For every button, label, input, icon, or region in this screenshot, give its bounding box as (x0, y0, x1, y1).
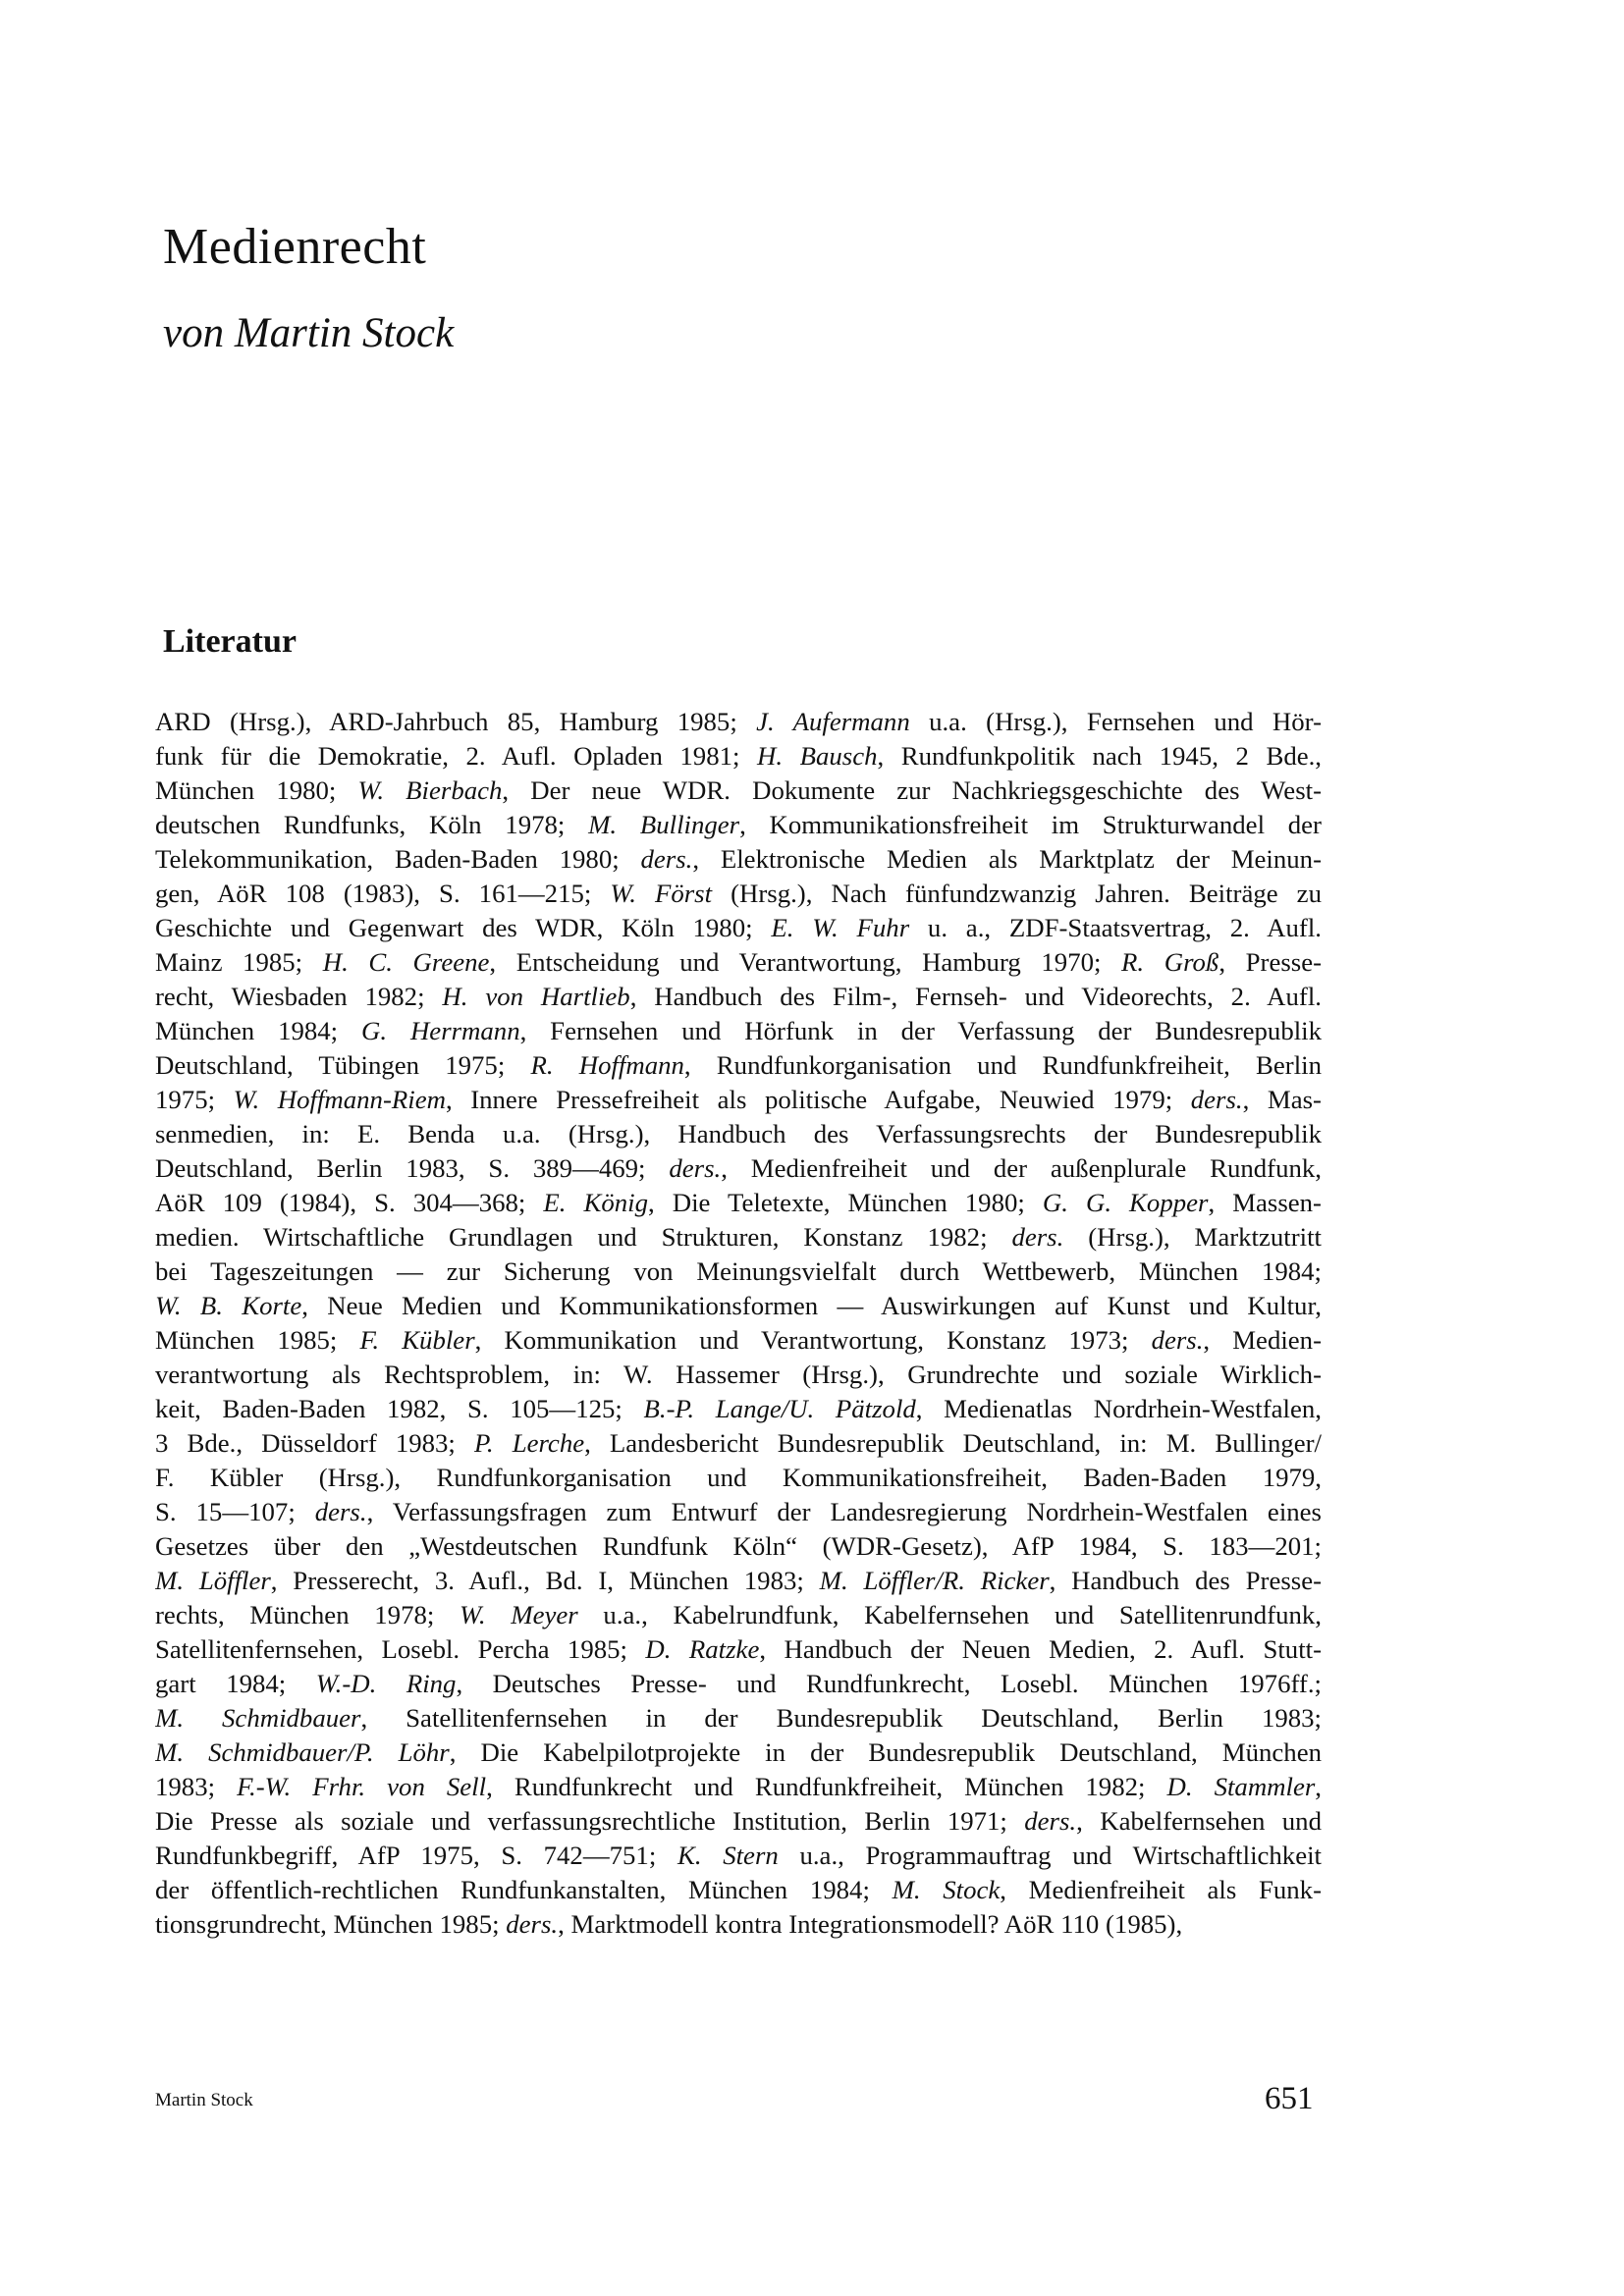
citation-text: gart 1984; (155, 1669, 316, 1698)
author-name: J. Aufermann (756, 707, 910, 736)
bibliography-line (155, 739, 1322, 774)
bibliography-line (155, 945, 1322, 980)
author-name: M. Löffler/R. Ricker (819, 1566, 1050, 1595)
bibliography-line (155, 1048, 1322, 1083)
author-name: ders. (669, 1153, 722, 1183)
author-name: H. Bausch (757, 741, 878, 771)
author-name: W. B. Korte (155, 1291, 302, 1320)
citation-text: , Massen- (1208, 1188, 1322, 1217)
citation-text: , Medienatlas Nordrhein-Westfalen, (915, 1394, 1322, 1423)
bibliography-line (155, 1083, 1322, 1117)
author-name: E. König (543, 1188, 649, 1217)
author-name: E. W. Fuhr (771, 913, 910, 942)
author-name: W.-D. Ring (315, 1669, 457, 1698)
author-name: ders. (1190, 1085, 1243, 1114)
citation-text: , Rundfunkpolitik nach 1945, 2 Bde., (877, 741, 1322, 771)
citation-text: keit, Baden-Baden 1982, S. 105—125; (155, 1394, 644, 1423)
citation-text: , Handbuch des Presse- (1049, 1566, 1322, 1595)
section-heading: Literatur (163, 623, 297, 660)
bibliography-line (155, 808, 1322, 842)
bibliography-line (155, 1804, 1322, 1839)
citation-text: , Mas- (1242, 1085, 1322, 1114)
bibliography-line (155, 877, 1322, 911)
bibliography-line (155, 1220, 1322, 1255)
author-name: M. Schmidbauer (155, 1703, 361, 1733)
bibliography-line (155, 1770, 1322, 1804)
bibliography-line (155, 1186, 1322, 1220)
citation-text: , Presserecht, 3. Aufl., Bd. I, München 1983; (270, 1566, 820, 1595)
author-name: H. C. Greene (322, 947, 490, 977)
author-name: M. Bullinger (588, 810, 740, 839)
citation-text: rechts, München 1978; (155, 1600, 460, 1629)
citation-text: u.a., Kabelrundfunk, Kabelfernsehen und Satellitenrundfunk, (577, 1600, 1322, 1629)
page-title: Medienrecht (163, 219, 427, 275)
bibliography-line (155, 1701, 1322, 1735)
bibliography-line (155, 980, 1322, 1014)
bibliography-line (155, 1014, 1322, 1048)
citation-text: ARD (Hrsg.), ARD-Jahrbuch 85, Hamburg 1985; (155, 707, 757, 736)
citation-text: senmedien, in: E. Benda u.a. (Hrsg.), Handbuch des Verfassungsrechts der Bundesrepublik (155, 1119, 1322, 1148)
citation-text: , Kabelfernsehen und (1076, 1806, 1322, 1836)
citation-text: , Die Kabelpilotprojekte in der Bundesrepublik Deutschland, München (449, 1737, 1322, 1767)
citation-text: , Die Teletexte, München 1980; (648, 1188, 1043, 1217)
author-name: ders. (1024, 1806, 1077, 1836)
citation-text: , Handbuch des Film-, Fernseh- und Videorechts, 2. Aufl. (629, 982, 1322, 1011)
bibliography-line (155, 1632, 1322, 1667)
citation-text: , Elektronische Medien als Marktplatz der Meinun- (692, 844, 1322, 874)
footer-author: Martin Stock (155, 2090, 253, 2110)
author-name: H. von Hartlieb (442, 982, 630, 1011)
author-name: G. Herrmann (361, 1016, 520, 1045)
bibliography-line (155, 1289, 1322, 1323)
author-name: M. Stock (892, 1875, 1001, 1904)
citation-text: , Landesbericht Bundesrepublik Deutschland, in: M. Bullinger/ (584, 1428, 1322, 1458)
author-line: von Martin Stock (163, 310, 455, 356)
bibliography-line (155, 1392, 1322, 1426)
citation-text: , Handbuch der Neuen Medien, 2. Aufl. Stutt- (759, 1634, 1322, 1664)
bibliography-line (155, 1117, 1322, 1151)
author-name: G. G. Kopper (1042, 1188, 1209, 1217)
page-number: 651 (1265, 2081, 1314, 2116)
author-name: D. Stammler (1166, 1772, 1316, 1801)
author-name: ders. (314, 1497, 367, 1526)
author-name: W. Hoffmann-Riem (233, 1085, 446, 1114)
citation-text: F. Kübler (Hrsg.), Rundfunkorganisation und Kommunikationsfreiheit, Baden-Baden 1979, (155, 1463, 1322, 1492)
citation-text: Gesetzes über den „Westdeutschen Rundfunk Köln“ (WDR-Gesetz), AfP 1984, S. 183—201; (155, 1531, 1322, 1561)
citation-text: , Verfassungsfragen zum Entwurf der Landesregierung Nordrhein-Westfalen eines (366, 1497, 1322, 1526)
author-name: F. Kübler (359, 1325, 475, 1355)
citation-text: Die Presse als soziale und verfassungsrechtliche Institution, Berlin 1971; (155, 1806, 1025, 1836)
citation-text: u. a., ZDF-Staatsvertrag, 2. Aufl. (909, 913, 1322, 942)
bibliography-line (155, 1564, 1322, 1598)
author-name: F.-W. Frhr. von Sell (237, 1772, 487, 1801)
citation-text: Telekommunikation, Baden-Baden 1980; (155, 844, 641, 874)
author-name: ders. (1151, 1325, 1204, 1355)
citation-text: , Presse- (1218, 947, 1322, 977)
author-name: ders. (1011, 1222, 1064, 1252)
citation-text: , Rundfunkrecht und Rundfunkfreiheit, München 1982; (486, 1772, 1167, 1801)
citation-text: Deutschland, Tübingen 1975; (155, 1050, 531, 1080)
bibliography-line (155, 1426, 1322, 1461)
citation-text: recht, Wiesbaden 1982; (155, 982, 443, 1011)
bibliography-line (155, 1839, 1322, 1873)
citation-text: u.a. (Hrsg.), Fernsehen und Hör- (909, 707, 1322, 736)
citation-text: , (1315, 1772, 1322, 1801)
citation-text: 1983; (155, 1772, 238, 1801)
citation-text: , Medienfreiheit und der außenplurale Rundfunk, (721, 1153, 1322, 1183)
author-name: M. Schmidbauer/P. Löhr (155, 1737, 450, 1767)
citation-text: funk für die Demokratie, 2. Aufl. Opladen 1981; (155, 741, 758, 771)
citation-text: Deutschland, Berlin 1983, S. 389—469; (155, 1153, 670, 1183)
citation-text: verantwortung als Rechtsproblem, in: W. Hassemer (Hrsg.), Grundrechte und soziale Wirklich- (155, 1360, 1322, 1389)
bibliography-line (155, 1667, 1322, 1701)
author-name: K. Stern (677, 1841, 779, 1870)
bibliography-line (155, 1873, 1322, 1907)
citation-text: Geschichte und Gegenwart des WDR, Köln 1980; (155, 913, 772, 942)
citation-text: München 1984; (155, 1016, 362, 1045)
bibliography-line (155, 1358, 1322, 1392)
bibliography-line (155, 1255, 1322, 1289)
citation-text: (Hrsg.), Nach fünfundzwanzig Jahren. Beiträge zu (712, 879, 1322, 908)
citation-text: , Kommunikationsfreiheit im Strukturwandel der (739, 810, 1322, 839)
citation-text: AöR 109 (1984), S. 304—368; (155, 1188, 544, 1217)
author-name: ders. (506, 1909, 559, 1939)
bibliography (155, 705, 1322, 1942)
citation-text: , Kommunikation und Verantwortung, Konstanz 1973; (474, 1325, 1152, 1355)
citation-text: , Neue Medien und Kommunikationsformen — Auswirkungen auf Kunst und Kultur, (301, 1291, 1322, 1320)
author-name: W. Först (610, 879, 713, 908)
citation-text: 3 Bde., Düsseldorf 1983; (155, 1428, 474, 1458)
bibliography-line (155, 1529, 1322, 1564)
citation-text: , Fernsehen und Hörfunk in der Verfassung der Bundesrepublik (519, 1016, 1322, 1045)
bibliography-line (155, 705, 1322, 739)
bibliography-line (155, 1323, 1322, 1358)
bibliography-line (155, 1598, 1322, 1632)
citation-text: (Hrsg.), Marktzutritt (1063, 1222, 1322, 1252)
citation-text: deutschen Rundfunks, Köln 1978; (155, 810, 589, 839)
author-name: R. Hoffmann (530, 1050, 684, 1080)
author-name: ders. (640, 844, 693, 874)
citation-text: u.a., Programmauftrag und Wirtschaftlichkeit (778, 1841, 1322, 1870)
author-name: W. Meyer (460, 1600, 578, 1629)
bibliography-line (155, 1495, 1322, 1529)
citation-text: 1975; (155, 1085, 234, 1114)
bibliography-line (155, 1151, 1322, 1186)
citation-text: , Entscheidung und Verantwortung, Hamburg 1970; (489, 947, 1122, 977)
citation-text: , Marktmodell kontra Integrationsmodell? AöR 110 (1985), (558, 1909, 1183, 1939)
bibliography-line (155, 911, 1322, 945)
citation-text: München 1985; (155, 1325, 360, 1355)
author-name: M. Löffler (155, 1566, 271, 1595)
citation-text: Mainz 1985; (155, 947, 323, 977)
citation-text: medien. Wirtschaftliche Grundlagen und Strukturen, Konstanz 1982; (155, 1222, 1012, 1252)
citation-text: Rundfunkbegriff, AfP 1975, S. 742—751; (155, 1841, 677, 1870)
citation-text: , Rundfunkorganisation und Rundfunkfreiheit, Berlin (683, 1050, 1322, 1080)
author-name: P. Lerche (473, 1428, 585, 1458)
bibliography-line (155, 842, 1322, 877)
author-name: D. Ratzke (645, 1634, 760, 1664)
citation-text: , Deutsches Presse- und Rundfunkrecht, Losebl. München 1976ff.; (456, 1669, 1322, 1698)
author-name: R. Groß (1121, 947, 1219, 977)
author-name: W. Bierbach (357, 775, 503, 805)
citation-text: , Innere Pressefreiheit als politische Aufgabe, Neuwied 1979; (445, 1085, 1191, 1114)
citation-text: , Medienfreiheit als Funk- (1000, 1875, 1322, 1904)
bibliography-line (155, 1907, 1322, 1942)
citation-text: bei Tageszeitungen — zur Sicherung von Meinungsvielfalt durch Wettbewerb, München 1984; (155, 1256, 1322, 1286)
citation-text: S. 15—107; (155, 1497, 315, 1526)
bibliography-line (155, 1735, 1322, 1770)
citation-text: München 1980; (155, 775, 358, 805)
citation-text: , Der neue WDR. Dokumente zur Nachkriegsgeschichte des West- (502, 775, 1322, 805)
bibliography-line (155, 1461, 1322, 1495)
citation-text: , Satellitenfernsehen in der Bundesrepublik Deutschland, Berlin 1983; (360, 1703, 1322, 1733)
bibliography-line (155, 774, 1322, 808)
citation-text: tionsgrundrecht, München 1985; (155, 1909, 507, 1939)
citation-text: , Medien- (1203, 1325, 1322, 1355)
citation-text: Satellitenfernsehen, Losebl. Percha 1985; (155, 1634, 646, 1664)
citation-text: der öffentlich-rechtlichen Rundfunkanstalten, München 1984; (155, 1875, 893, 1904)
citation-text: gen, AöR 108 (1983), S. 161—215; (155, 879, 611, 908)
author-name: B.-P. Lange/U. Pätzold (643, 1394, 916, 1423)
